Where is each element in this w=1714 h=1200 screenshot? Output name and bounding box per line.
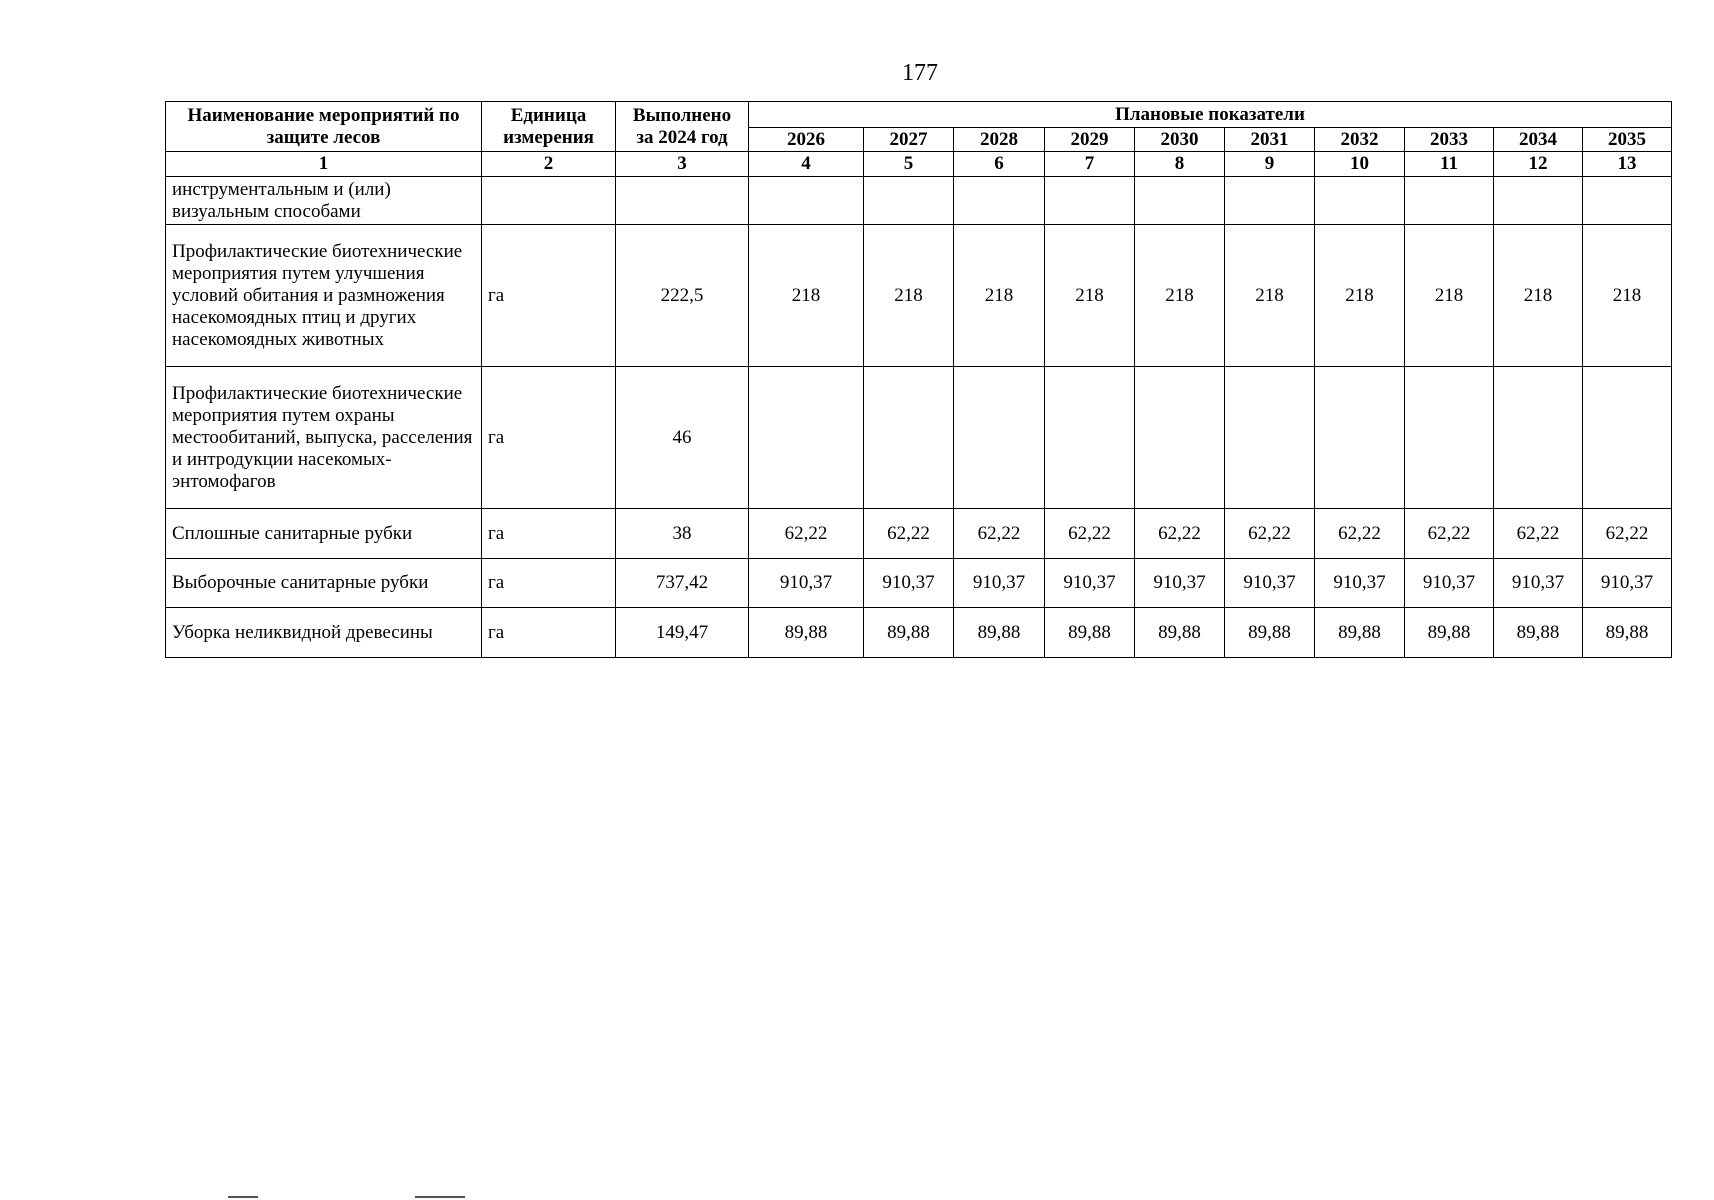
header-year: 2033	[1405, 128, 1494, 152]
header-activity-name: Наименование мероприятий по защите лесов	[166, 102, 482, 152]
plan-value	[1225, 367, 1315, 509]
plan-value	[1315, 367, 1405, 509]
column-number: 1	[166, 152, 482, 177]
plan-value: 910,37	[1583, 559, 1672, 608]
unit-cell: га	[482, 509, 616, 559]
plan-value: 910,37	[1045, 559, 1135, 608]
plan-value: 910,37	[1135, 559, 1225, 608]
plan-value: 910,37	[1494, 559, 1583, 608]
done-cell	[616, 177, 749, 225]
plan-value	[864, 367, 954, 509]
plan-value: 218	[1135, 225, 1225, 367]
plan-value	[749, 367, 864, 509]
plan-value	[1494, 367, 1583, 509]
column-number: 13	[1583, 152, 1672, 177]
unit-cell: га	[482, 608, 616, 658]
table-row	[166, 509, 1672, 559]
done-cell: 737,42	[616, 559, 749, 608]
unit-cell: га	[482, 367, 616, 509]
unit-cell	[482, 177, 616, 225]
plan-value: 89,88	[749, 608, 864, 658]
plan-value: 62,22	[954, 509, 1045, 559]
plan-value	[954, 177, 1045, 225]
header-year: 2034	[1494, 128, 1583, 152]
plan-value: 218	[1494, 225, 1583, 367]
activity-name: Выборочные санитарные рубки	[166, 559, 482, 608]
unit-cell: га	[482, 559, 616, 608]
column-number: 2	[482, 152, 616, 177]
plan-value	[1045, 367, 1135, 509]
column-number: 8	[1135, 152, 1225, 177]
plan-value: 910,37	[1225, 559, 1315, 608]
plan-value: 89,88	[1045, 608, 1135, 658]
column-number: 5	[864, 152, 954, 177]
plan-value	[954, 367, 1045, 509]
plan-value: 218	[1045, 225, 1135, 367]
plan-value	[864, 177, 954, 225]
done-cell: 149,47	[616, 608, 749, 658]
done-cell: 38	[616, 509, 749, 559]
column-number: 9	[1225, 152, 1315, 177]
header-year: 2031	[1225, 128, 1315, 152]
plan-value: 218	[1315, 225, 1405, 367]
plan-value: 910,37	[1405, 559, 1494, 608]
plan-value	[1045, 177, 1135, 225]
plan-value: 62,22	[1405, 509, 1494, 559]
header-unit: Единица измерения	[482, 102, 616, 152]
header-year: 2027	[864, 128, 954, 152]
plan-value: 62,22	[1135, 509, 1225, 559]
header-year: 2026	[749, 128, 864, 152]
column-number: 7	[1045, 152, 1135, 177]
plan-value: 218	[864, 225, 954, 367]
table-row	[166, 177, 1672, 225]
plan-value	[1135, 177, 1225, 225]
column-number: 12	[1494, 152, 1583, 177]
column-number: 10	[1315, 152, 1405, 177]
plan-value: 910,37	[954, 559, 1045, 608]
activity-name: инструментальным и (или) визуальным способами	[166, 177, 482, 225]
plan-value: 62,22	[749, 509, 864, 559]
header-done-2024: Выполнено за 2024 год	[616, 102, 749, 152]
plan-value: 89,88	[1225, 608, 1315, 658]
scan-edge-mark	[228, 1196, 258, 1198]
header-year: 2030	[1135, 128, 1225, 152]
column-number: 6	[954, 152, 1045, 177]
plan-value: 62,22	[1494, 509, 1583, 559]
activity-name: Уборка неликвидной древесины	[166, 608, 482, 658]
plan-value: 910,37	[1315, 559, 1405, 608]
plan-value	[1315, 177, 1405, 225]
table-row	[166, 559, 1672, 608]
activity-name: Сплошные санитарные рубки	[166, 509, 482, 559]
plan-value	[749, 177, 864, 225]
plan-value	[1405, 367, 1494, 509]
plan-value: 89,88	[1315, 608, 1405, 658]
column-number: 11	[1405, 152, 1494, 177]
plan-value: 89,88	[1494, 608, 1583, 658]
plan-value	[1225, 177, 1315, 225]
column-number: 4	[749, 152, 864, 177]
table-row	[166, 225, 1672, 367]
plan-value: 218	[1225, 225, 1315, 367]
header-year: 2028	[954, 128, 1045, 152]
activity-name: Профилактические биотехнические мероприятия путем охраны местообитаний, выпуска, расселения и интродукции насекомых-энтомофагов	[166, 367, 482, 509]
plan-value: 89,88	[864, 608, 954, 658]
plan-value: 89,88	[1405, 608, 1494, 658]
plan-value: 89,88	[1583, 608, 1672, 658]
plan-value	[1135, 367, 1225, 509]
forest-protection-table	[165, 101, 1672, 658]
plan-value: 218	[1583, 225, 1672, 367]
header-planned-indicators: Плановые показатели	[749, 102, 1672, 128]
plan-value	[1583, 367, 1672, 509]
done-cell: 46	[616, 367, 749, 509]
plan-value	[1494, 177, 1583, 225]
plan-value	[1583, 177, 1672, 225]
table-row	[166, 608, 1672, 658]
table-row	[166, 367, 1672, 509]
plan-value: 910,37	[749, 559, 864, 608]
header-year: 2032	[1315, 128, 1405, 152]
header-year: 2029	[1045, 128, 1135, 152]
plan-value: 218	[749, 225, 864, 367]
plan-value: 89,88	[1135, 608, 1225, 658]
column-number: 3	[616, 152, 749, 177]
plan-value: 62,22	[1583, 509, 1672, 559]
plan-value: 62,22	[1315, 509, 1405, 559]
done-cell: 222,5	[616, 225, 749, 367]
page-number: 177	[902, 60, 938, 86]
plan-value: 62,22	[1045, 509, 1135, 559]
activity-name: Профилактические биотехнические мероприятия путем улучшения условий обитания и размножения насекомоядных птиц и других насекомоядных животных	[166, 225, 482, 367]
plan-value	[1405, 177, 1494, 225]
plan-value: 910,37	[864, 559, 954, 608]
plan-value: 218	[954, 225, 1045, 367]
plan-value: 89,88	[954, 608, 1045, 658]
plan-value: 62,22	[1225, 509, 1315, 559]
plan-value: 62,22	[864, 509, 954, 559]
unit-cell: га	[482, 225, 616, 367]
scan-edge-mark	[415, 1196, 465, 1198]
plan-value: 218	[1405, 225, 1494, 367]
header-year: 2035	[1583, 128, 1672, 152]
